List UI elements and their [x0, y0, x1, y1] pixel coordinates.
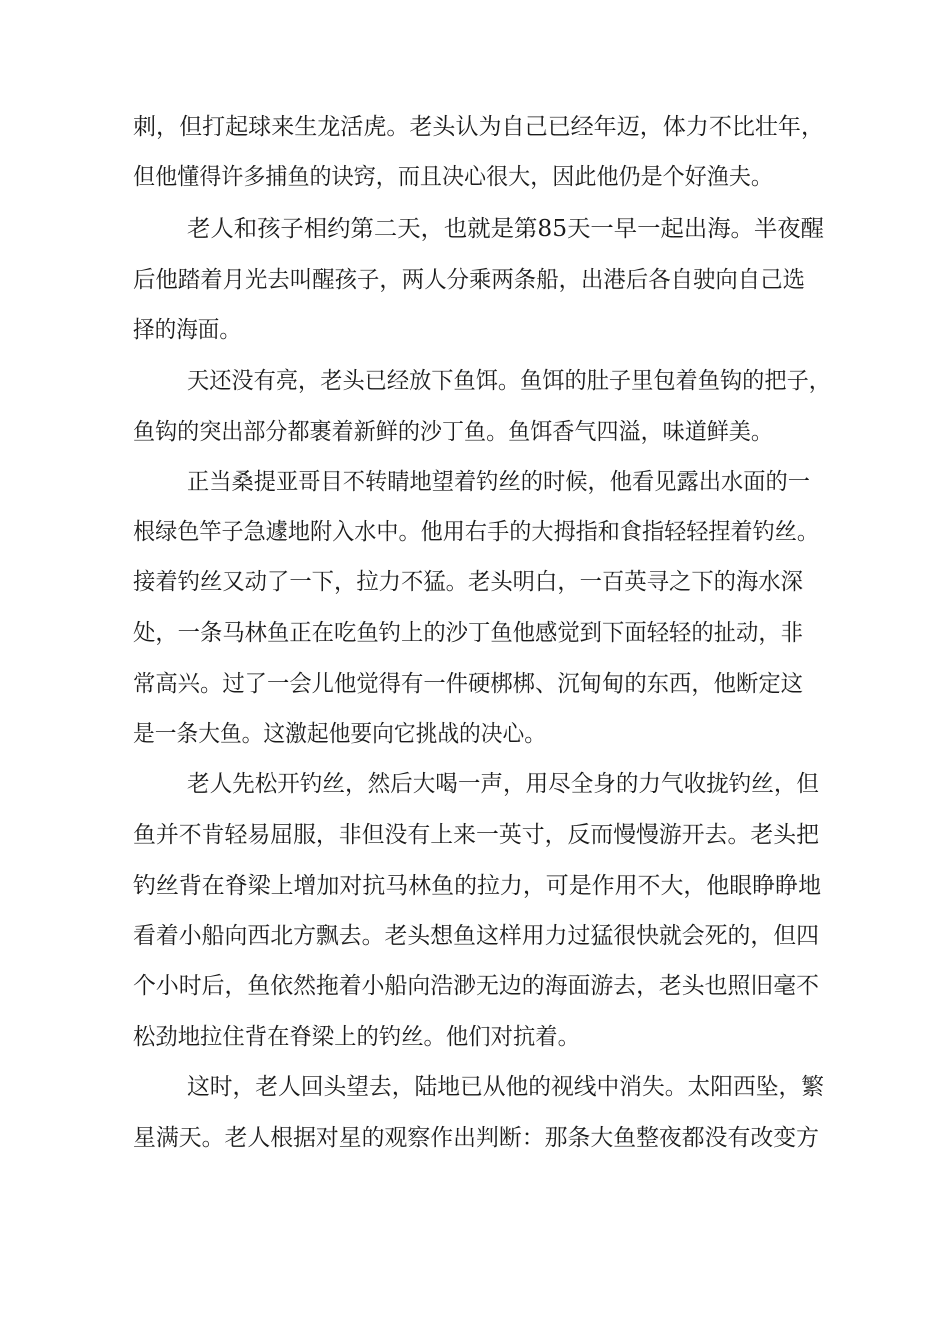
- paragraph-6-line-2: [0, 1122, 950, 1154]
- paragraph-4-line-1: [0, 466, 950, 498]
- text-line: 择的海面。: [133, 317, 241, 343]
- text-line: 天还没有亮，老头已经放下鱼饵。鱼饵的肚子里包着鱼钩的把子，: [187, 368, 831, 394]
- text-line: 老人先松开钓丝，然后大喝一声，用尽全身的力气收拢钓丝，但: [187, 771, 819, 797]
- text-line: 处，一条马林鱼正在吃鱼钓上的沙丁鱼他感觉到下面轻轻的扯动，非: [133, 620, 803, 646]
- paragraph-3-line-1: [0, 365, 950, 397]
- text-line: 钓丝背在脊梁上增加对抗马林鱼的拉力，可是作用不大，他眼睁睁地: [133, 873, 821, 899]
- paragraph-1-line-1: [0, 111, 950, 143]
- text-line: 个小时后，鱼依然拖着小船向浩渺无边的海面游去，老头也照旧毫不: [133, 973, 819, 999]
- text-line: 是一条大鱼。这激起他要向它挑战的决心。: [133, 721, 546, 747]
- paragraph-4-line-4: [0, 617, 950, 649]
- paragraph-5-line-5: [0, 970, 950, 1002]
- text-line: 刺，但打起球来生龙活虎。老头认为自己已经年迈，体力不比壮年，: [133, 114, 824, 140]
- paragraph-4-line-6: [0, 718, 950, 750]
- paragraph-5-line-3: [0, 870, 950, 902]
- paragraph-5-line-1: [0, 768, 950, 800]
- text-line: 星满天。老人根据对星的观察作出判断：那条大鱼整夜都没有改变方: [133, 1125, 819, 1151]
- paragraph-2-line-1: [0, 213, 950, 245]
- text-line: 常高兴。过了一会儿他觉得有一件硬梆梆、沉甸甸的东西，他断定这: [133, 671, 803, 697]
- paragraph-5-line-4: [0, 920, 950, 952]
- text-line: 这时，老人回头望去，陆地已从他的视线中消失。太阳西坠，繁: [187, 1074, 824, 1100]
- text-line: 老人和孩子相约第二天，也就是第85天一早一起出海。半夜醒: [187, 216, 824, 242]
- paragraph-1-line-2: [0, 161, 950, 193]
- text-line: 但他懂得许多捕鱼的诀窍，而且决心很大，因此他仍是个好渔夫。: [133, 164, 773, 190]
- paragraph-2-line-2: [0, 264, 950, 296]
- text-line: 根绿色竿子急遽地附入水中。他用右手的大拇指和食指轻轻捏着钓丝。: [133, 519, 819, 545]
- paragraph-4-line-2: [0, 516, 950, 548]
- paragraph-4-line-5: [0, 668, 950, 700]
- text-line: 看着小船向西北方飘去。老头想鱼这样用力过猛很快就会死的，但四: [133, 923, 819, 949]
- text-line: 鱼并不肯轻易屈服，非但没有上来一英寸，反而慢慢游开去。老头把: [133, 822, 819, 848]
- text-line: 正当桑提亚哥目不转睛地望着钓丝的时候，他看见露出水面的一: [187, 469, 810, 495]
- text-line: 鱼钩的突出部分都裹着新鲜的沙丁鱼。鱼饵香气四溢，味道鲜美。: [133, 419, 773, 445]
- paragraph-2-line-3: [0, 314, 950, 346]
- text-line: 松劲地拉住背在脊梁上的钓丝。他们对抗着。: [133, 1024, 580, 1050]
- text-line: 接着钓丝又动了一下，拉力不猛。老头明白，一百英寻之下的海水深: [133, 569, 803, 595]
- paragraph-5-line-2: [0, 819, 950, 851]
- paragraph-6-line-1: [0, 1071, 950, 1103]
- paragraph-5-line-6: [0, 1021, 950, 1053]
- paragraph-3-line-2: [0, 416, 950, 448]
- text-line: 后他踏着月光去叫醒孩子，两人分乘两条船，出港后各自驶向自己选: [133, 267, 805, 293]
- paragraph-4-line-3: [0, 566, 950, 598]
